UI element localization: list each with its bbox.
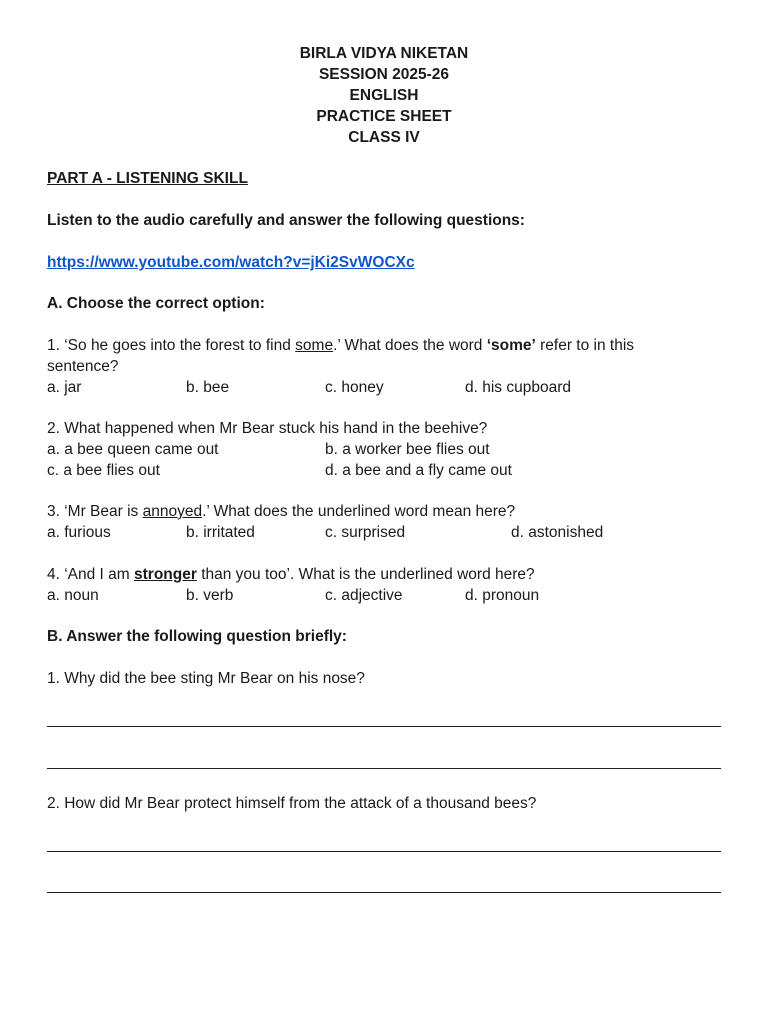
option-a1-a: a. jar: [47, 379, 82, 396]
question-a4: [47, 565, 535, 585]
question-b2: 2. How did Mr Bear protect himself from the attack of a thousand bees?: [47, 795, 537, 812]
question-a1-mid: .’ What does the word: [333, 337, 487, 354]
option-a2-d: d. a bee and a fly came out: [325, 462, 512, 479]
question-a3: [47, 502, 515, 522]
youtube-link[interactable]: https://www.youtube.com/watch?v=jKi2SvWOCXc: [47, 254, 415, 271]
option-a4-c: c. adjective: [325, 587, 403, 604]
question-a1-underlined: some: [295, 337, 334, 354]
answer-line-b2-1[interactable]: [47, 851, 721, 852]
option-a1-b: b. bee: [186, 379, 230, 396]
part-a-instruction: Listen to the audio carefully and answer the following questions:: [47, 212, 525, 229]
option-a3-b: b. irritated: [186, 524, 255, 541]
answer-line-b1-1[interactable]: [47, 726, 721, 727]
question-a2: 2. What happened when Mr Bear stuck his hand in the beehive?: [47, 420, 488, 437]
option-a3-a: a. furious: [47, 524, 111, 541]
option-a4-d: d. pronoun: [465, 587, 540, 604]
session-label: SESSION 2025-26: [318, 66, 450, 83]
class-label: CLASS IV: [348, 129, 420, 146]
question-a3-underlined: annoyed: [142, 503, 203, 520]
section-a-heading: A. Choose the correct option:: [47, 295, 265, 312]
subject-label: ENGLISH: [349, 87, 419, 104]
question-b1: 1. Why did the bee sting Mr Bear on his nose?: [47, 670, 365, 687]
option-a2-b: b. a worker bee flies out: [325, 441, 490, 458]
option-a2-a: a. a bee queen came out: [47, 441, 219, 458]
question-a1: [47, 336, 634, 356]
option-a4-b: b. verb: [186, 587, 234, 604]
option-a1-c: c. honey: [325, 379, 384, 396]
school-name: BIRLA VIDYA NIKETAN: [299, 45, 469, 62]
question-a1-pre: 1. ‘So he goes into the forest to find: [47, 337, 296, 354]
question-a4-post: than you too’. What is the underlined word here?: [196, 566, 535, 583]
question-a3-post: .’ What does the underlined word mean here?: [202, 503, 516, 520]
part-a-title: PART A - LISTENING SKILL: [47, 170, 248, 187]
question-a1-bold: ‘some’: [486, 337, 536, 354]
question-a4-underlined: stronger: [134, 566, 197, 583]
question-a1-post: refer to in this: [535, 337, 635, 354]
option-a3-d: d. astonished: [511, 524, 604, 541]
option-a2-c: c. a bee flies out: [47, 462, 160, 479]
answer-line-b2-2[interactable]: [47, 892, 721, 893]
question-a1-line2: sentence?: [47, 358, 119, 375]
option-a3-c: c. surprised: [325, 524, 406, 541]
option-a4-a: a. noun: [47, 587, 99, 604]
sheet-title: PRACTICE SHEET: [316, 108, 452, 125]
question-a3-pre: 3. ‘Mr Bear is: [47, 503, 143, 520]
answer-line-b1-2[interactable]: [47, 768, 721, 769]
section-b-heading: B. Answer the following question briefly:: [47, 628, 347, 645]
question-a4-pre: 4. ‘And I am: [47, 566, 135, 583]
option-a1-d: d. his cupboard: [465, 379, 571, 396]
